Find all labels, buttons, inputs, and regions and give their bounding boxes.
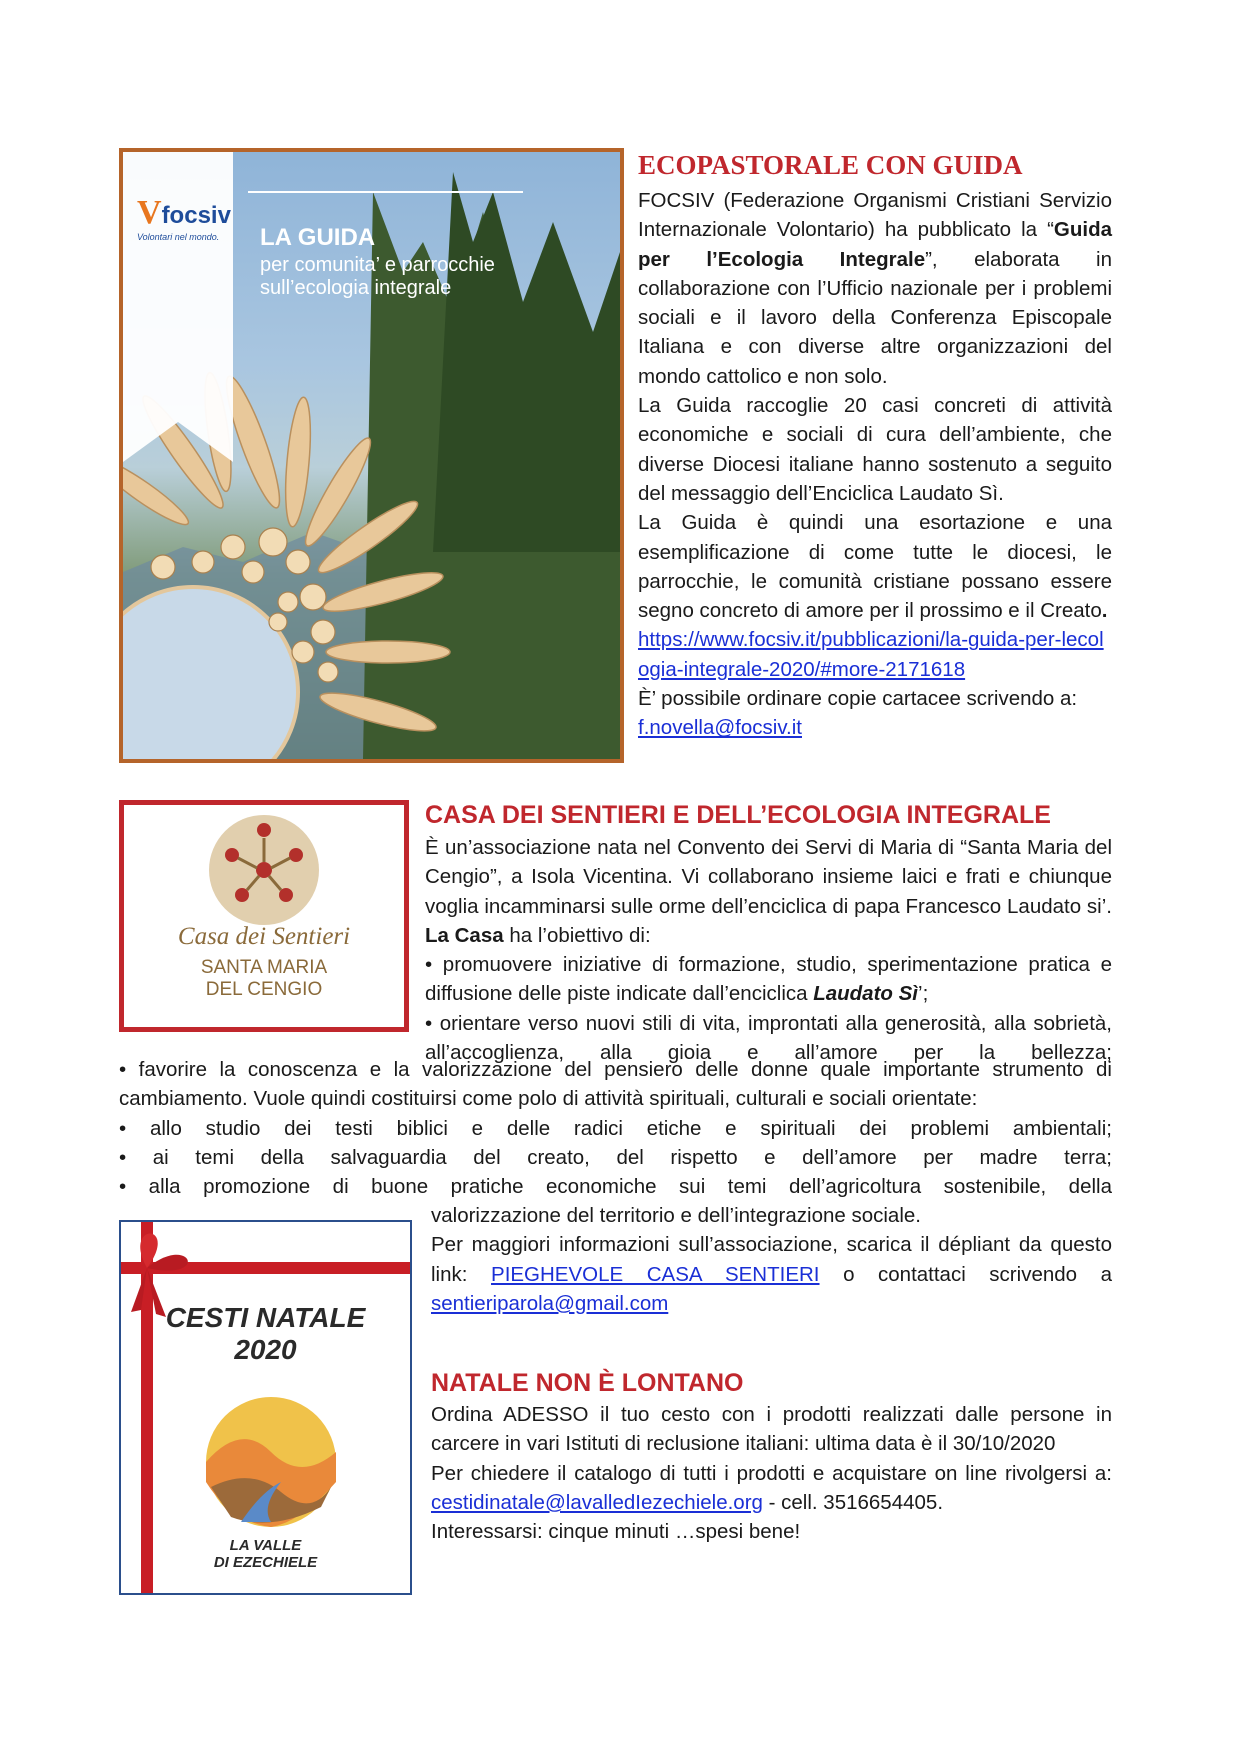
sub-bullet-studio: • allo studio dei testi biblici e delle radici etiche e spirituali dei problemi ambientali;: [119, 1116, 1112, 1140]
cesti-natale-image: [119, 1220, 412, 1595]
text: È un’associazione nata nel Convento dei Servi di Maria di “Santa Maria del Cengio”, a Isola Vicentina. Vi collaborano insieme laici e frati e chiunque voglia incamminarsi sulle orme dell’enciclica di papa Francesco Laudato si’.: [425, 836, 1112, 918]
cesti-footer-2: DI EZECHIELE: [213, 1554, 318, 1571]
paragraph-casi: La Guida raccoglie 20 casi concreti di attività economiche e sociali di cura dell’ambiente, che diverse Diocesi italiane hanno sostenuto a seguito del messaggio dell’Enciclica Laudato Sì.: [638, 394, 1112, 505]
text: FOCSIV (Federazione Organismi Cristiani Servizio Internazionale Volontario) ha pubblicato la “: [638, 189, 1112, 242]
cover-subtitle-2: sull’ecologia integrale: [260, 277, 452, 299]
paragraph-valorizzazione: valorizzazione del territorio e dell’integrazione sociale.: [431, 1204, 921, 1227]
section-casa-sentieri: [425, 800, 1112, 1067]
section-title: ECOPASTORALE CON GUIDA: [638, 150, 1023, 180]
paragraph-esortazione: [638, 508, 1112, 625]
text: Per chiedere il catalogo di tutti i prodotti e acquistare on line rivolgersi a:: [431, 1461, 1112, 1485]
sub-bullet-temi: • ai temi della salvaguardia del creato, del rispetto e dell’amore per madre terra;: [119, 1145, 1112, 1169]
logo-title: Casa dei Sentieri: [177, 923, 351, 950]
section-body: [425, 833, 1112, 1067]
paragraph-interessarsi: Interessarsi: cinque minuti …spesi bene!: [431, 1520, 801, 1544]
section-body: [638, 186, 1112, 743]
section-casa-sentieri-end: [431, 1201, 1112, 1318]
order-email-link[interactable]: f.novella@focsiv.it: [638, 716, 802, 740]
section-ecopastorale: [638, 150, 1112, 743]
sub-bullet-promozione: • alla promozione di buone pratiche economiche sui temi dell’agricoltura sostenibile, della: [119, 1175, 1112, 1198]
paragraph-intro: [425, 833, 1112, 950]
focsiv-guide-link[interactable]: https://www.focsiv.it/pubblicazioni/la-guida-per-lecologia-integrale-2020/#more-2171618: [638, 628, 1104, 681]
text: È’ possibile ordinare copie cartacee scrivendo a:: [638, 687, 1078, 711]
guide-title: Guida per l’Ecologia Integrale: [638, 218, 1112, 271]
section-casa-sentieri-cont: [119, 1055, 1112, 1172]
casa-sentieri-logo: [119, 800, 409, 1032]
section-body: [431, 1400, 1112, 1546]
focsiv-tagline: Volontari nel mondo.: [137, 232, 220, 242]
text: .: [1101, 599, 1108, 623]
paragraph-focsiv: [638, 186, 1112, 391]
text: Per maggiori informazioni sull’associazione, scarica il dépliant da questo link:: [431, 1233, 1112, 1286]
text: La Guida è quindi una esortazione e una esemplificazione di come tutte le diocesi, le parrocchie, le comunità cristiane possano essere segno concreto di amore per il prossimo e il Creato: [638, 511, 1112, 623]
paragraph-ordina: Ordina ADESSO il tuo cesto con i prodotti realizzati dalle persone in carcere in vari Istituti di reclusione italiani: ultima data è il 30/10/2020: [431, 1403, 1112, 1456]
text: ha l’obiettivo di:: [503, 923, 651, 947]
focsiv-brand: focsiv: [161, 202, 231, 229]
sentieri-email-link[interactable]: sentieriparola@gmail.com: [431, 1291, 669, 1315]
focsiv-logo: [137, 194, 231, 242]
logo-text: [124, 923, 404, 1001]
cesti-footer-1: LA VALLE: [229, 1537, 302, 1554]
paragraph-order: [638, 684, 1112, 743]
text: ’;: [918, 982, 929, 1006]
text: - cell. 3516654405.: [762, 1490, 944, 1514]
cover-subtitle-1: per comunita’ e parrocchie: [260, 254, 495, 276]
cesti-year: 2020: [234, 1334, 297, 1365]
pieghevole-link[interactable]: PIEGHEVOLE CASA SENTIERI: [491, 1262, 820, 1286]
paragraph-info: [431, 1230, 1112, 1318]
text: o contattaci scrivendo a: [819, 1262, 1112, 1286]
text: • promuovere iniziative di formazione, studio, sperimentazione pratica e diffusione delle piste indicate dall’enciclica: [425, 953, 1112, 1006]
bullet-favorire: • favorire la conoscenza e la valorizzazione del pensiero delle donne quale importante strumento di cambiamento. Vuole quindi costituirsi come polo di attività spirituali, culturali e sociali orientate:: [119, 1058, 1112, 1111]
bullet-promuovere: [425, 950, 1112, 1009]
focsiv-v-icon: V: [137, 194, 162, 231]
bullet-orientare: • orientare verso nuovi stili di vita, improntati alla generosità, alla sobrietà, all’accoglienza, alla gioia e all’amore per la bellezza;: [425, 1011, 1112, 1065]
section-natale: [431, 1368, 1112, 1546]
guida-cover-image: [119, 148, 624, 763]
logo-subtitle-1: SANTA MARIA: [200, 957, 328, 978]
cesti-heading: [121, 1302, 410, 1366]
cesti-title: CESTI NATALE: [165, 1302, 366, 1333]
paragraph-link: [638, 625, 1112, 684]
la-casa-label: La Casa: [425, 923, 504, 947]
cesti-email-link[interactable]: cestidinatale@lavalledIezechiele.org: [431, 1490, 763, 1514]
cover-heading: LA GUIDA: [260, 224, 376, 251]
sub-bullet-promozione-wrap: [119, 1172, 1112, 1201]
laudato-si-label: Laudato Sì: [813, 982, 919, 1006]
logo-subtitle-2: DEL CENGIO: [205, 979, 323, 1000]
section-title: CASA DEI SENTIERI E DELL’ECOLOGIA INTEGRALE: [425, 801, 1051, 829]
section-title: NATALE NON È LONTANO: [431, 1369, 744, 1397]
cover-text: [260, 224, 495, 300]
text: ”, elaborata in collaborazione con l’Ufficio nazionale per i problemi sociali e il lavoro della Conferenza Episcopale Italiana e con diverse altre organizzazioni del mondo cattolico e non solo.: [638, 247, 1113, 388]
paragraph-catalogo: [431, 1459, 1112, 1518]
cesti-footer: [121, 1537, 410, 1571]
